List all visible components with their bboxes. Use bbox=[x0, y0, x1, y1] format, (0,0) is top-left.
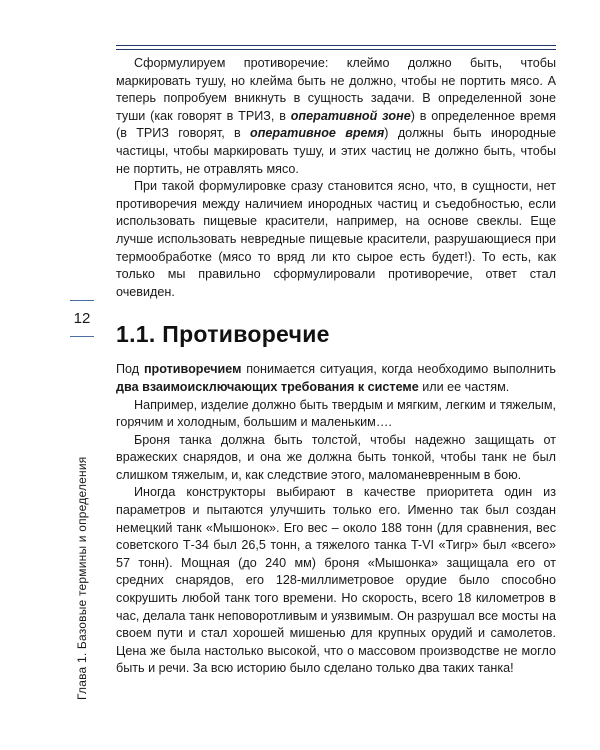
text-run: или ее частям. bbox=[418, 379, 510, 394]
page-number-rule-top bbox=[70, 300, 94, 301]
section-text bbox=[116, 361, 556, 678]
bold-term: два взаимоисключающих требования к системе bbox=[116, 379, 419, 394]
header-rule-secondary bbox=[116, 49, 556, 50]
page-number: 12 bbox=[73, 310, 91, 327]
running-head: Глава 1. Базовые термины и определения bbox=[75, 456, 89, 700]
emphasis-term: оперативное время bbox=[250, 126, 385, 141]
text-run: Иногда конструкторы выбирают в качестве приоритета один из параметров и пытаются улучшить только его. Именно так был создан немецкий танк «Мышонок». Его вес – около 188 тонн (для сравнения, вес советского Т-34 был 26,5 тонн, а тяжелого танка T-VI «Тигр» был «всего» 57 тонн). Мощная (до 240 мм) броня «Мышонка» защищала его от средних снарядов, его 128-миллиметровое орудие было способно сокрушить любой танк того времени. Но скорость, всего 18 километров в час, делала танк неповоротливым и уязвимым. Он разрушал все мосты на своем пути и стал хорошей мишенью для крупных орудий и самолетов. Цена же была настолько высокой, что о массовом производстве не могло быть и речи. За всю историю было сделано только два таких танка! bbox=[116, 485, 556, 676]
page-number-rule-bottom bbox=[70, 336, 94, 337]
text-run: Сформулируем противоречие: клеймо должно быть, чтобы маркировать тушу, но клейма быть не должно, чтобы не портить мясо. А теперь попробуем вникнуть в сущность задачи. В определенной зоне туши (как говорят в ТРИЗ, в bbox=[116, 56, 556, 123]
paragraph bbox=[116, 484, 556, 678]
emphasis-term: оперативной зоне bbox=[290, 108, 411, 123]
section-heading: 1.1. Противоречие bbox=[116, 321, 330, 348]
paragraph bbox=[116, 55, 556, 178]
paragraph bbox=[116, 178, 556, 301]
bold-term: противоречием bbox=[143, 362, 242, 377]
text-run: ) должны быть инородные частицы, чтобы маркировать тушу, и этих частиц не должно быть, чтобы не портить, не отравлять мясо. bbox=[116, 126, 556, 176]
intro-text bbox=[116, 55, 556, 301]
paragraph bbox=[116, 397, 556, 432]
text-run: Например, изделие должно быть твердым и мягким, легким и тяжелым, горячим и холодным, большим и маленьким…. bbox=[116, 397, 556, 430]
text-run: ) в определенное время (в ТРИЗ говорят, в bbox=[116, 108, 556, 141]
paragraph bbox=[116, 361, 556, 396]
header-rule bbox=[116, 45, 556, 46]
text-run: Под bbox=[116, 362, 144, 377]
paragraph bbox=[116, 432, 556, 485]
page-body bbox=[116, 55, 556, 678]
text-run: понимается ситуация, когда необходимо выполнить bbox=[241, 362, 556, 377]
text-run: Броня танка должна быть толстой, чтобы надежно защищать от вражеских снарядов, и она же должна быть тонкой, чтобы танк не был слишком тяжелым, и, как следствие этого, маломаневренным в бою. bbox=[116, 432, 556, 482]
text-run: При такой формулировке сразу становится ясно, что, в сущности, нет противоречия между наличием инородных частиц и съедобностью, если использовать пищевые красители, например, на основе свеклы. Еще лучше использовать невредные пищевые красители, разрушающиеся при термообработке (мясо то вряд ли кто сырое есть будет!). То есть, как только мы правильно сформулировали противоречие, ответ стал очевиден. bbox=[116, 179, 556, 299]
